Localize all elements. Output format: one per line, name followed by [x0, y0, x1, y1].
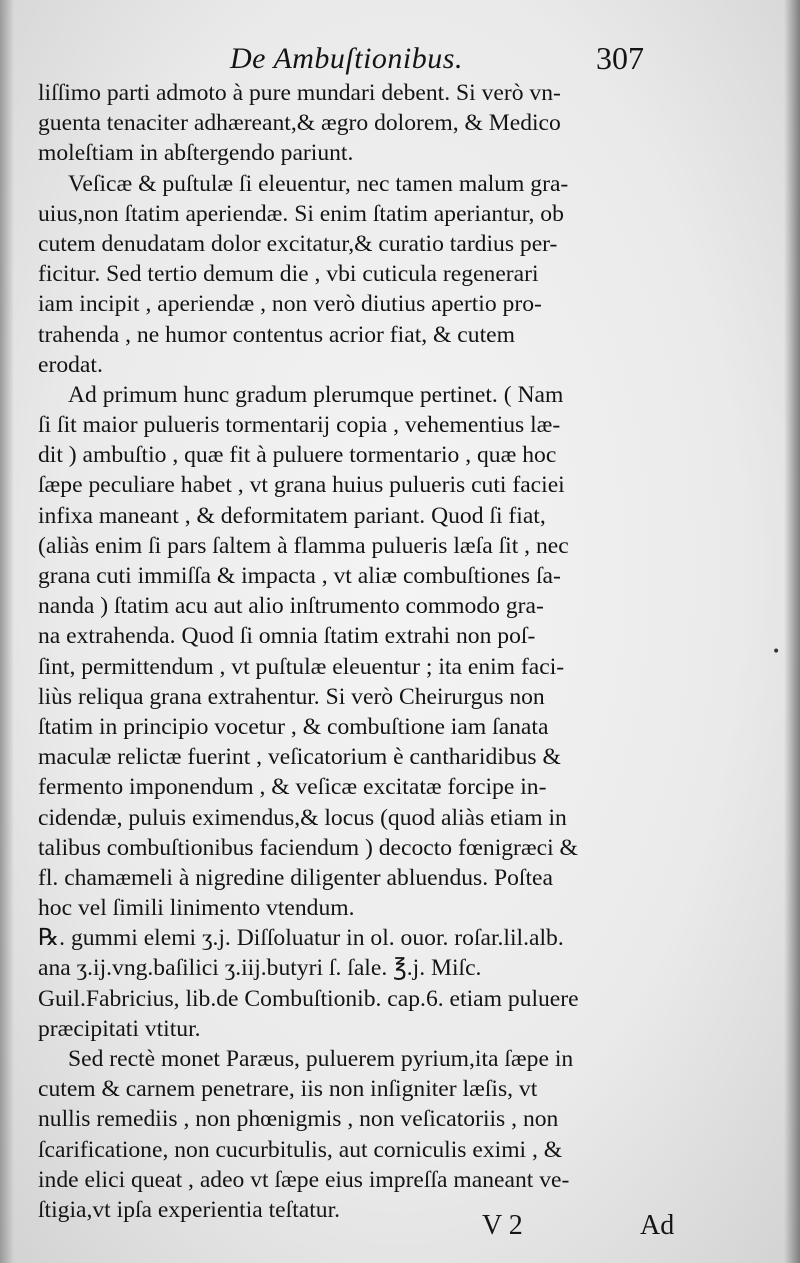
text-line: præcipitati vtitur. [38, 1015, 201, 1042]
text-line: guenta tenaciter adhæreant,& ægro dolorem, & Medico [38, 110, 561, 137]
text-line: grana cuti immiſſa & impacta , vt aliæ combuſtiones ſa- [38, 563, 561, 589]
text-line: liùs reliqua grana extrahentur. Si verò Cheirurgus non [38, 683, 545, 710]
text-line: ſint, permittendum , vt puſtulæ eleuentur ; ita enim faci- [38, 653, 565, 680]
signature-mark: V 2 [482, 1210, 523, 1241]
text-line: hoc vel ſimili linimento vtendum. [38, 895, 355, 922]
text-line: Sed rectè monet Paræus, puluerem pyrium,ita ſæpe in [68, 1046, 574, 1072]
running-title: De Ambuſtionibus. [230, 42, 463, 75]
text-line: liſſimo parti admoto à pure mundari debent. Si verò vn- [38, 80, 561, 106]
text-line: fermento imponendum , & veſicæ excitatæ forcipe in- [38, 774, 547, 801]
text-line: dit ) ambuſtio , quæ fit à puluere tormentario , quæ hoc [38, 442, 557, 469]
text-line: ana ʒ.ij.vng.baſilici ʒ.iij.butyri ſ. ſale. ℥.j. Miſc. [38, 955, 482, 982]
text-line: cidendæ, puluis eximendus,& locus (quod aliàs etiam in [38, 804, 567, 831]
text-line: nanda ) ſtatim acu aut alio inſtrumento commodo gra- [38, 593, 544, 620]
text-line: maculæ relictæ fuerint , veſicatorium è cantharidibus & [38, 744, 561, 771]
text-line: moleſtiam in abſtergendo pariunt. [38, 140, 354, 167]
margin-mark: • [772, 644, 781, 660]
text-line: ficitur. Sed tertio demum die , vbi cuticula regenerari [38, 261, 539, 288]
body-text [38, 78, 666, 1225]
text-line: fl. chamæmeli à nigredine diligenter abluendus. Poſtea [38, 864, 553, 891]
text-line: ſcarificatione, non cucurbitulis, aut corniculis eximi , & [38, 1136, 563, 1163]
text-line: uius,non ſtatim aperiendæ. Si enim ſtatim aperiantur, ob [38, 200, 564, 227]
page-shadow-right [784, 0, 800, 1263]
text-line: ſæpe peculiare habet , vt grana huius pulueris cuti faciei [38, 472, 565, 499]
text-line: nullis remediis , non phœnigmis , non veſicatoriis , non [38, 1106, 559, 1133]
text-line: ℞. gummi elemi ʒ.j. Diſſoluatur in ol. ouor. roſar.lil.alb. [38, 925, 564, 952]
text-line: infixa maneant , & deformitatem pariant. Quod ſi fiat, [38, 502, 546, 529]
text-line: inde elici queat , adeo vt ſæpe eius impreſſa maneant ve- [38, 1166, 570, 1193]
text-line: Ad primum hunc gradum plerumque pertinet. ( Nam [68, 381, 564, 408]
text-line: ſi ſit maior pulueris tormentarij copia , vehementius læ- [38, 412, 561, 439]
text-line: Veſicæ & puſtulæ ſi eleuentur, nec tamen malum gra- [68, 170, 569, 197]
text-line: Guil.Fabricius, lib.de Combuſtionib. cap.6. etiam puluere [38, 985, 579, 1012]
text-line: erodat. [38, 351, 103, 378]
text-line: trahenda , ne humor contentus acrior fiat, & cutem [38, 321, 515, 348]
page-number: 307 [596, 40, 644, 76]
text-line: na extrahenda. Quod ſi omnia ſtatim extrahi non poſ- [38, 623, 536, 650]
text-line: (aliàs enim ſi pars ſaltem à flamma pulueris læſa ſit , nec [38, 532, 569, 559]
text-line: cutem & carnem penetrare, iis non inſigniter læſis, vt [38, 1076, 538, 1103]
page-footer [0, 1208, 800, 1248]
text-line: cutem denudatam dolor excitatur,& curatio tardius per- [38, 230, 558, 257]
text-line: iam incipit , aperiendæ , non verò diutius apertio pro- [38, 291, 542, 318]
page-shadow-left [0, 0, 14, 1263]
text-line: talibus combuſtionibus faciendum ) decocto fœnigræci & [38, 834, 578, 861]
text-line: ſtigia,vt ipſa experientia teſtatur. [38, 1196, 341, 1223]
text-line: ſtatim in principio vocetur , & combuſtione iam ſanata [38, 713, 549, 740]
catchword: Ad [640, 1210, 675, 1241]
